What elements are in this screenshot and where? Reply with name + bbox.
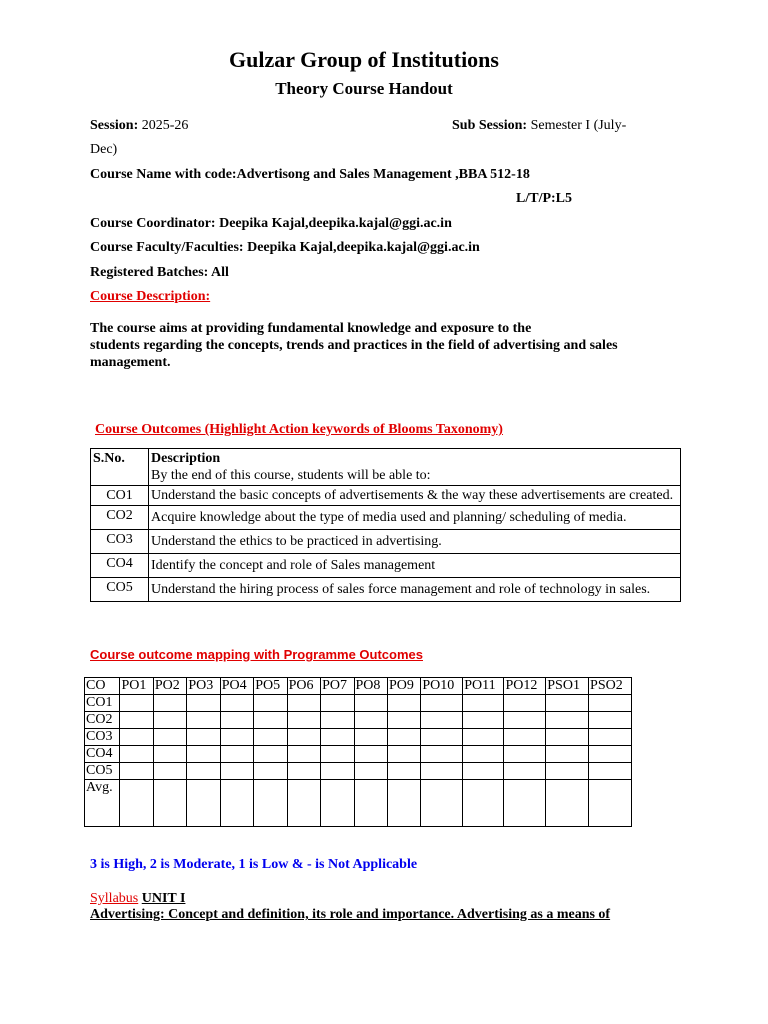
syllabus-unit: UNIT I	[141, 891, 186, 906]
mapping-row-label: CO4	[85, 746, 120, 763]
mapping-header-cell: PO4	[220, 678, 253, 695]
mapping-header-cell: PO3	[187, 678, 220, 695]
mapping-row-label: CO1	[85, 695, 120, 712]
course-description-text	[90, 320, 650, 371]
mapping-row	[85, 712, 632, 729]
mapping-header-cell: PO7	[321, 678, 354, 695]
mapping-header-cell: PO10	[421, 678, 463, 695]
co-text: Acquire knowledge about the type of media used and planning/ scheduling of media.	[149, 506, 681, 530]
mapping-header-cell: PSO1	[546, 678, 589, 695]
mapping-header-cell: CO	[85, 678, 120, 695]
co-code: CO5	[91, 578, 149, 602]
registered-batches: Registered Batches: All	[90, 265, 229, 280]
course-faculty: Course Faculty/Faculties: Deepika Kajal,deepika.kajal@ggi.ac.in	[90, 240, 480, 255]
header-sno: S.No.	[91, 449, 149, 486]
mapping-header-cell: PO6	[287, 678, 320, 695]
session-label: Session:	[90, 118, 139, 133]
syllabus-label: Syllabus	[90, 891, 139, 906]
mapping-row	[85, 746, 632, 763]
sub-session-line	[452, 117, 626, 135]
ltp: L/T/P:L5	[516, 191, 573, 206]
mapping-header-cell: PO11	[463, 678, 504, 695]
description-line: management.	[90, 355, 171, 370]
mapping-header-cell: PO9	[387, 678, 420, 695]
co-text: Understand the ethics to be practiced in advertising.	[149, 530, 681, 554]
co-text: Understand the basic concepts of advertisements & the way these advertisements are created.	[149, 486, 681, 506]
header-description	[149, 449, 681, 486]
co-po-mapping-table	[84, 677, 632, 827]
description-line: students regarding the concepts, trends and practices in the field of advertising and sales	[90, 338, 618, 353]
mapping-header-cell: PO8	[354, 678, 387, 695]
table-row	[91, 554, 681, 578]
session-line	[90, 117, 188, 135]
co-code: CO2	[91, 506, 149, 530]
table-header-row	[91, 449, 681, 486]
mapping-row-label: CO3	[85, 729, 120, 746]
table-row	[91, 506, 681, 530]
mapping-header-cell: PO2	[153, 678, 186, 695]
institution-title: Gulzar Group of Institutions	[229, 47, 499, 72]
course-name: Course Name with code:Advertisong and Sales Management ,BBA 512-18	[90, 167, 530, 182]
mapping-row	[85, 729, 632, 746]
table-row	[91, 530, 681, 554]
co-text: Understand the hiring process of sales force management and role of technology in sales.	[149, 578, 681, 602]
mapping-row-label: Avg.	[85, 780, 120, 827]
mapping-row-label: CO5	[85, 763, 120, 780]
course-description-heading: Course Description:	[90, 289, 211, 304]
sub-session-continuation: Dec)	[90, 142, 118, 157]
header-description-sub: By the end of this course, students will be able to:	[151, 468, 431, 483]
sub-session-label: Sub Session:	[452, 118, 528, 133]
mapping-header-row	[85, 678, 632, 695]
description-line: The course aims at providing fundamental knowledge and exposure to the	[90, 321, 532, 336]
mapping-row-average	[85, 780, 632, 827]
mapping-legend: 3 is High, 2 is Moderate, 1 is Low & - is Not Applicable	[90, 857, 418, 872]
mapping-header-cell: PSO2	[589, 678, 632, 695]
session-value: 2025-26	[141, 118, 189, 133]
document-title: Theory Course Handout	[275, 79, 453, 98]
mapping-header-cell: PO5	[254, 678, 287, 695]
mapping-row	[85, 763, 632, 780]
co-text: Identify the concept and role of Sales management	[149, 554, 681, 578]
course-outcomes-table	[90, 448, 681, 602]
table-row	[91, 578, 681, 602]
mapping-row	[85, 695, 632, 712]
course-outcomes-heading: Course Outcomes (Highlight Action keywords of Blooms Taxonomy)	[95, 422, 503, 437]
co-code: CO3	[91, 530, 149, 554]
co-code: CO1	[91, 486, 149, 506]
syllabus-text: Advertising: Concept and definition, its role and importance. Advertising as a means of	[90, 907, 611, 922]
course-coordinator: Course Coordinator: Deepika Kajal,deepika.kajal@ggi.ac.in	[90, 216, 452, 231]
table-row	[91, 486, 681, 506]
mapping-header-cell: PO12	[504, 678, 546, 695]
mapping-header-cell: PO1	[120, 678, 153, 695]
mapping-heading: Course outcome mapping with Programme Outcomes	[90, 647, 423, 662]
mapping-row-label: CO2	[85, 712, 120, 729]
sub-session-value: Semester I (July-	[530, 118, 627, 133]
header-description-label: Description	[151, 451, 221, 466]
co-code: CO4	[91, 554, 149, 578]
